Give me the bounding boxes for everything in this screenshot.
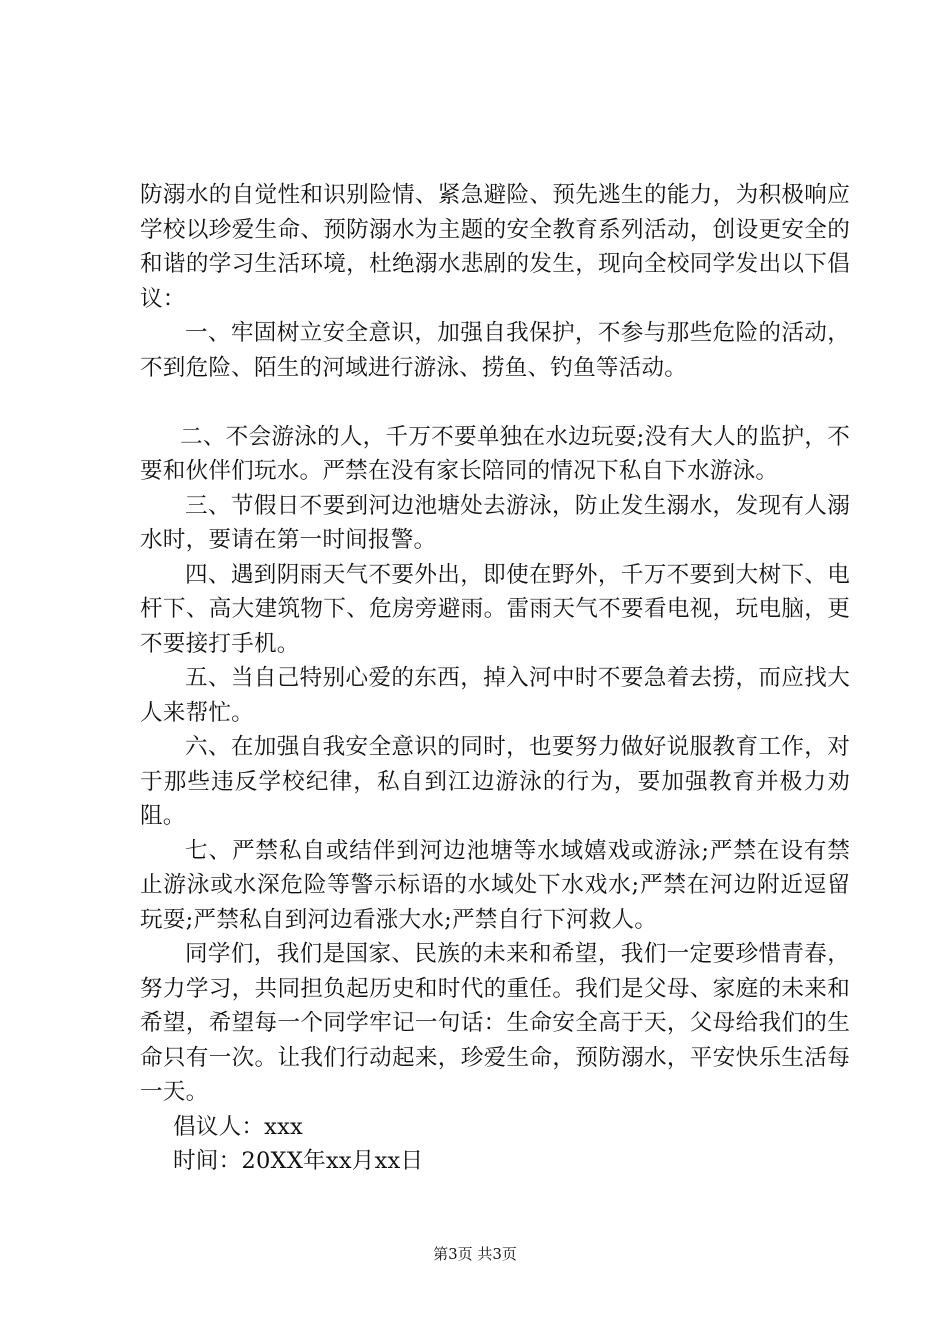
item-3: 三、节假日不要到河边池塘处去游泳，防止发生溺水，发现有人溺水时，要请在第一时间报警。 — [140, 492, 850, 553]
item-2: 二、不会游泳的人，千万不要单独在水边玩耍;没有大人的监护，不要和伙伴们玩水。严禁在没有家长陪同的情况下私自下水游泳。 — [140, 423, 850, 484]
item-5: 五、当自己特别心爱的东西，掉入河中时不要急着去捞，而应找大人来帮忙。 — [140, 665, 850, 726]
item-4: 四、遇到阴雨天气不要外出，即使在野外，千万不要到大树下、电杆下、高大建筑物下、危房旁避雨。雷雨天气不要看电视，玩电脑，更不要接打手机。 — [140, 561, 850, 657]
item-6: 六、在加强自我安全意识的同时，也要努力做好说服教育工作，对于那些违反学校纪律，私自到江边游泳的行为，要加强教育并极力劝阻。 — [140, 734, 850, 829]
page-number-footer: 第3页 共3页 — [433, 1245, 517, 1263]
date-line: 时间：20XX年xx月xx日 — [173, 1148, 424, 1174]
closing-paragraph: 同学们，我们是国家、民族的未来和希望，我们一定要珍惜青春，努力学习，共同担负起历史和时代的重任。我们是父母、家庭的未来和希望，希望每一个同学牢记一句话：生命安全高于天，父母给我们的生命只有一次。让我们行动起来，珍爱生命，预防溺水，平安快乐生活每一天。 — [140, 941, 850, 1105]
item-7: 七、严禁私自或结伴到河边池塘等水域嬉戏或游泳;严禁在设有禁止游泳或水深危险等警示标语的水域处下水戏水;严禁在河边附近逗留玩耍;严禁私自到河边看涨大水;严禁自行下河救人。 — [140, 837, 850, 933]
intro-paragraph: 防溺水的自觉性和识别险情、紧急避险、预先逃生的能力，为积极响应学校以珍爱生命、预防溺水为主题的安全教育系列活动，创设更安全的和谐的学习生活环境，杜绝溺水悲剧的发生，现向全校同学发出以下倡议： — [140, 182, 850, 312]
document-body — [140, 178, 850, 1179]
initiator-line: 倡议人：xxx — [173, 1113, 304, 1140]
item-1: 一、牢固树立安全意识，加强自我保护，不参与那些危险的活动，不到危险、陌生的河域进行游泳、捞鱼、钓鱼等活动。 — [140, 320, 850, 381]
